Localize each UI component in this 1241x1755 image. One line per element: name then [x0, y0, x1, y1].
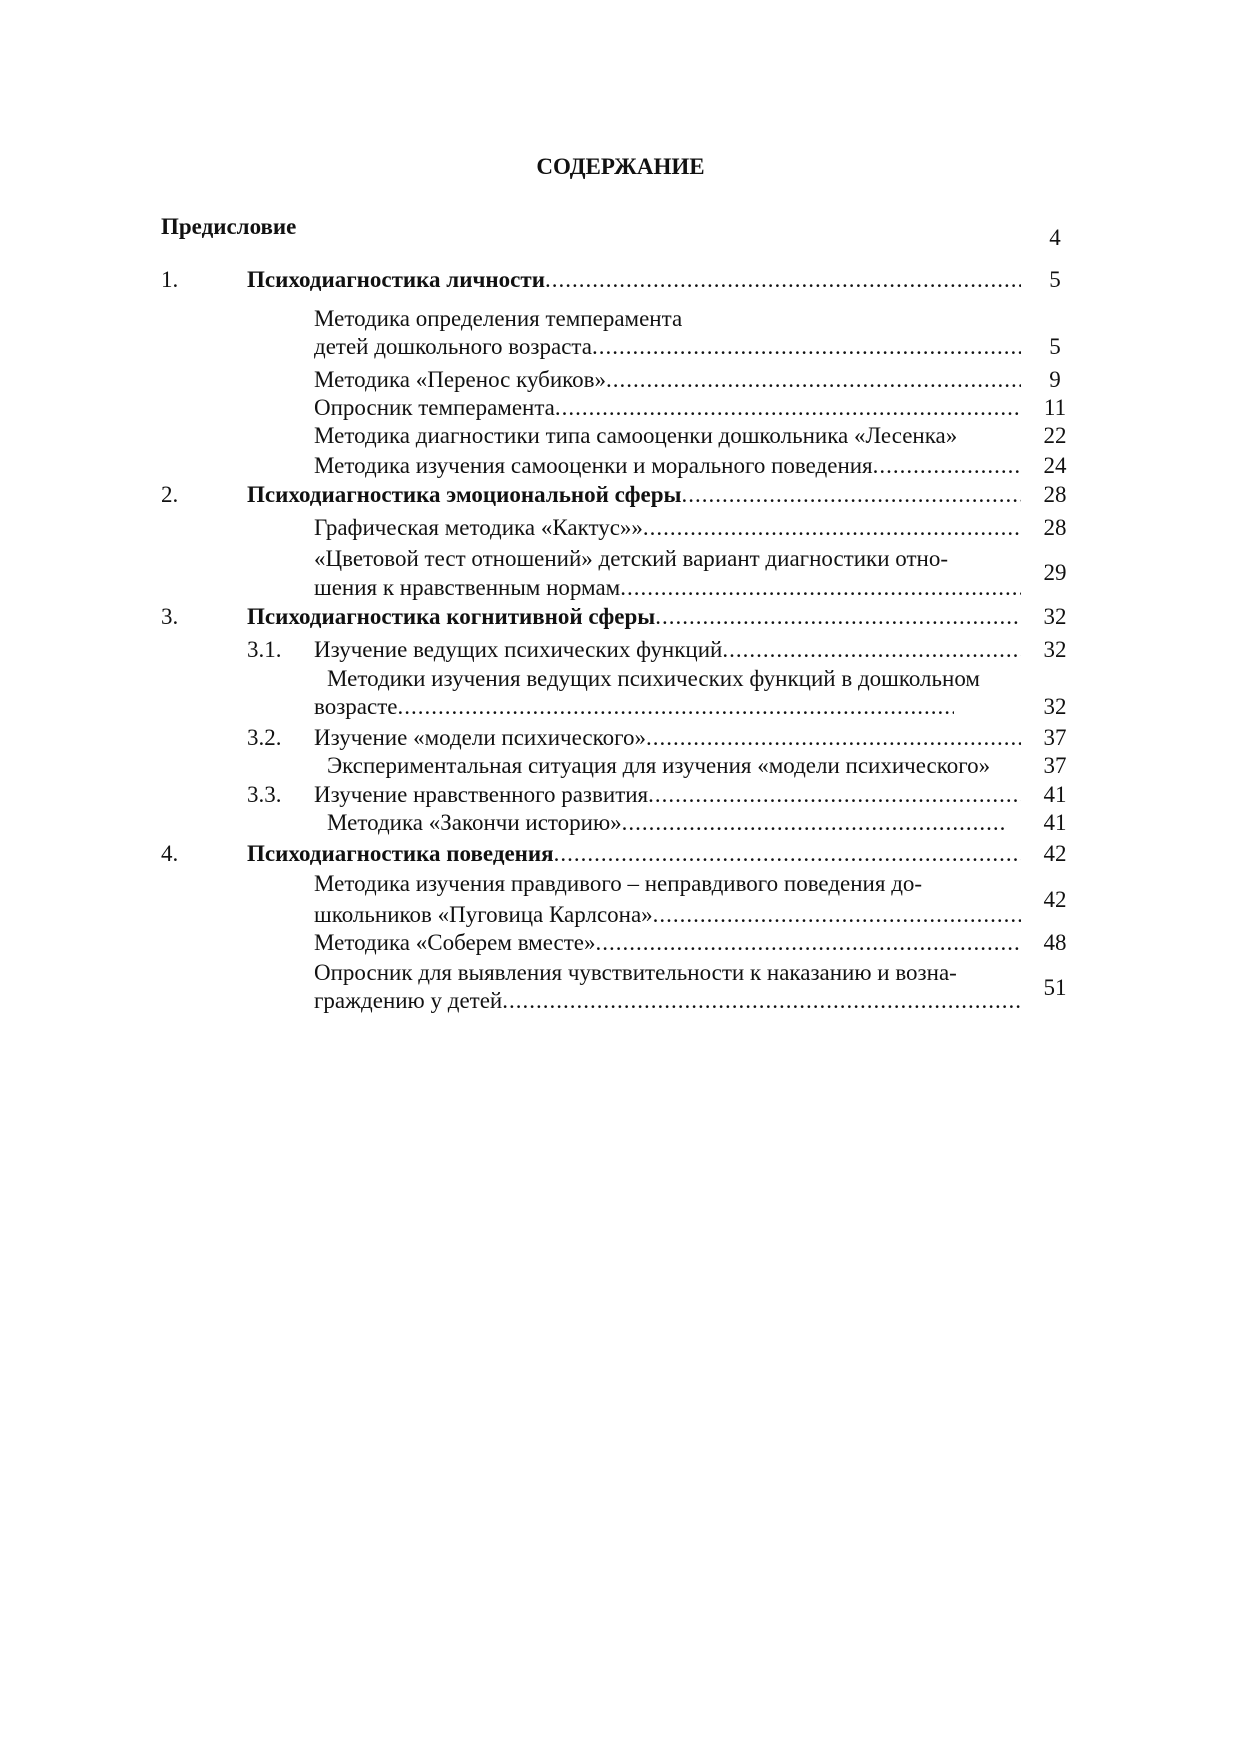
toc-page: 37	[1043, 753, 1067, 778]
dot-leader	[545, 265, 1021, 294]
toc-page: 41	[1043, 810, 1067, 835]
toc-item[interactable]	[0, 635, 1241, 664]
toc-item[interactable]	[0, 513, 1241, 542]
page-title: СОДЕРЖАНИЕ	[536, 154, 705, 179]
toc-page: 28	[1043, 482, 1067, 507]
toc-page: 24	[1043, 453, 1067, 478]
toc-item[interactable]	[0, 723, 1241, 752]
dot-leader	[592, 332, 1021, 361]
dot-leader	[397, 692, 954, 721]
toc-label: Психодиагностика когнитивной сферы	[247, 604, 656, 629]
toc-label: детей дошкольного возраста	[314, 334, 592, 359]
section-number: 2.	[161, 482, 179, 507]
toc-item[interactable]	[0, 928, 1241, 957]
toc-page: 42	[1043, 887, 1067, 912]
toc-label: Методика «Закончи историю»	[327, 810, 622, 835]
dot-leader	[622, 808, 1007, 837]
toc-page: 22	[1043, 423, 1067, 448]
toc-label: Психодиагностика личности	[247, 267, 545, 292]
dot-leader	[648, 780, 1021, 809]
dot-leader	[555, 393, 1021, 422]
subsection-number: 3.3.	[247, 782, 282, 807]
subsection-number: 3.1.	[247, 637, 282, 662]
toc-label: Методика изучения правдивого – неправдивого поведения до-	[314, 871, 923, 896]
dot-leader	[873, 451, 1021, 480]
toc-page: 37	[1043, 725, 1067, 750]
toc-label: Методика диагностики типа самооценки дошкольника «Лесенка»	[314, 423, 958, 448]
toc-label: Изучение «модели психического»	[314, 725, 646, 750]
section-number: 4.	[161, 841, 179, 866]
toc-label: Графическая методика «Кактус»»	[314, 515, 643, 540]
toc-page: 48	[1043, 930, 1067, 955]
toc-page: 5	[1049, 334, 1061, 359]
toc-item[interactable]	[0, 664, 1241, 693]
toc-page: 4	[1049, 225, 1061, 250]
toc-item[interactable]	[0, 365, 1241, 394]
toc-page: 28	[1043, 515, 1067, 540]
dot-leader	[646, 723, 1021, 752]
dot-leader	[643, 513, 1021, 542]
toc-page: 41	[1043, 782, 1067, 807]
toc-label: Изучение нравственного развития	[314, 782, 649, 807]
toc-section-4[interactable]	[0, 839, 1241, 868]
toc-label: «Цветовой тест отношений» детский вариант диагностики отно-	[314, 546, 948, 571]
toc-section-2[interactable]	[0, 480, 1241, 509]
toc-label: Методика «Соберем вместе»	[314, 930, 596, 955]
toc-section-3[interactable]	[0, 602, 1241, 631]
toc-section-1[interactable]	[0, 265, 1241, 294]
toc-label: Предисловие	[161, 214, 297, 239]
toc-item[interactable]	[0, 393, 1241, 422]
dot-leader	[554, 839, 1021, 868]
dot-leader	[595, 928, 1021, 957]
toc-page: 5	[1049, 267, 1061, 292]
toc-label: Психодиагностика эмоциональной сферы	[247, 482, 682, 507]
section-number: 1.	[161, 267, 179, 292]
toc-label: Опросник для выявления чувствительности к наказанию и возна-	[314, 960, 957, 985]
dot-leader	[606, 365, 1021, 394]
toc-label: возрасте	[314, 694, 398, 719]
toc-label: шения к нравственным нормам	[314, 575, 621, 600]
toc-page: 32	[1043, 637, 1067, 662]
toc-item[interactable]	[0, 304, 1241, 333]
section-number: 3.	[161, 604, 179, 629]
toc-page: 32	[1043, 604, 1067, 629]
toc-label: Изучение ведущих психических функций	[314, 637, 723, 662]
dot-leader	[722, 635, 1021, 664]
toc-label: Методика «Перенос кубиков»	[314, 367, 607, 392]
toc-page: 42	[1043, 841, 1067, 866]
toc-item[interactable]	[0, 421, 1241, 450]
toc-label: Опросник темперамента	[314, 395, 555, 420]
toc-item[interactable]	[0, 751, 1241, 780]
toc-label: граждению у детей	[314, 988, 503, 1013]
dot-leader	[681, 480, 1021, 509]
toc-label: Методика изучения самооценки и морального поведения	[314, 453, 873, 478]
toc-item[interactable]	[0, 332, 1241, 361]
toc-label: Экспериментальная ситуация для изучения «модели психического»	[327, 753, 991, 778]
dot-leader	[655, 602, 1021, 631]
toc-label: Методики изучения ведущих психических функций в дошкольном	[327, 666, 980, 691]
subsection-number: 3.2.	[247, 725, 282, 750]
toc-item[interactable]	[0, 808, 1241, 837]
toc-page: 11	[1043, 395, 1067, 420]
toc-label: школьников «Пуговица Карлсона»	[314, 902, 653, 927]
toc-item[interactable]	[0, 780, 1241, 809]
toc-label: Методика определения темперамента	[314, 306, 683, 331]
toc-page: 51	[1043, 975, 1067, 1000]
toc-item[interactable]	[0, 692, 1241, 721]
toc-page: 32	[1043, 694, 1067, 719]
toc-page: 29	[1043, 560, 1067, 585]
toc-label: Психодиагностика поведения	[247, 841, 554, 866]
toc-page: 9	[1049, 367, 1061, 392]
toc-item[interactable]	[0, 451, 1241, 480]
